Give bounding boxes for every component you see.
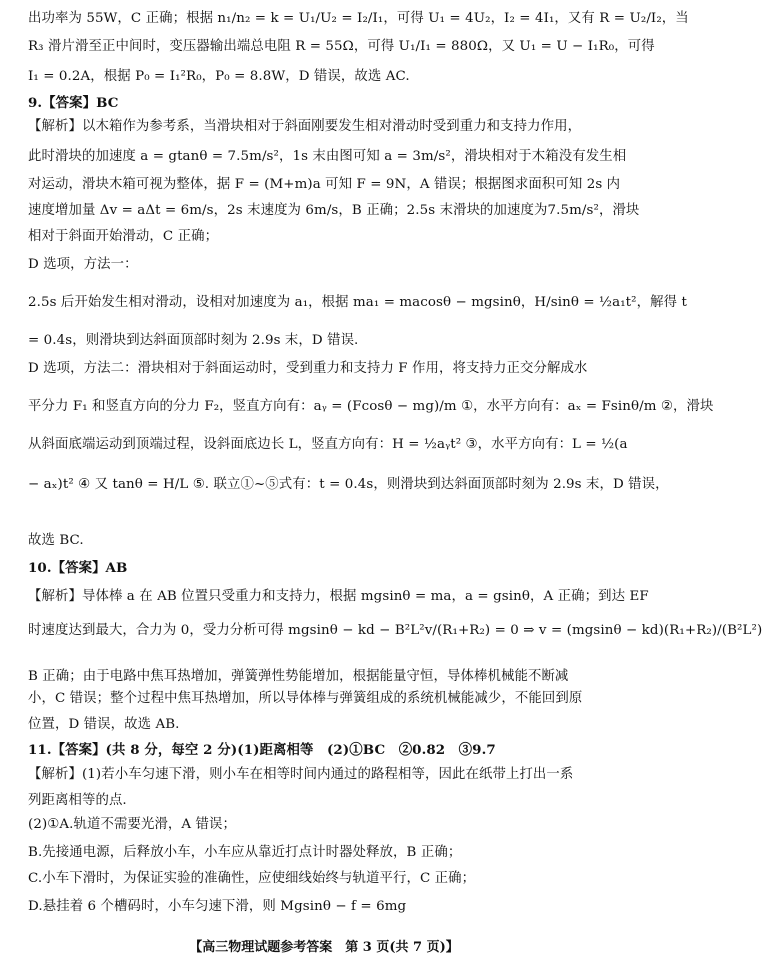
text-line: 【解析】(1)若小车匀速下滑，则小车在相等时间内通过的路程相等，因此在纸带上打出一系	[28, 767, 574, 782]
text-line: 平分力 F₁ 和竖直方向的分力 F₂，竖直方向有：aᵧ = (Fcosθ − mg)/m ①，水平方向有：aₓ = Fsinθ/m ②，滑块	[28, 399, 714, 414]
text-line: 时速度达到最大，合力为 0，受力分析可得 mgsinθ − kd − B²L²v/(R₁+R₂) = 0 ⇒ v = (mgsinθ − kd)(R₁+R₂)/(B²L²)	[28, 623, 762, 638]
text-line: C.小车下滑时，为保证实验的准确性，应使细线始终与轨道平行，C 正确；	[28, 871, 476, 886]
text-line: 对运动，滑块木箱可视为整体，据 F = (M+m)a 可知 F = 9N，A 错误；根据图求面积可知 2s 内	[28, 177, 621, 192]
text-line: 从斜面底端运动到顶端过程，设斜面底边长 L，竖直方向有：H = ½aᵧt² ③，水平方向有：L = ½(a	[28, 437, 628, 452]
text-line: 【解析】导体棒 a 在 AB 位置只受重力和支持力，根据 mgsinθ = ma，a = gsinθ，A 正确；到达 EF	[28, 589, 649, 604]
text-line: B 正确；由于电路中焦耳热增加，弹簧弹性势能增加，根据能量守恒，导体棒机械能不断减	[28, 669, 569, 684]
text-line: 相对于斜面开始滑动，C 正确；	[28, 229, 219, 244]
answer-heading: 10.【答案】AB	[28, 560, 128, 576]
text-line: D.悬挂着 6 个槽码时，小车匀速下滑，则 Mgsinθ − f = 6mg	[28, 899, 407, 914]
text-line: 小，C 错误；整个过程中焦耳热增加，所以导体棒与弹簧组成的系统机械能减少，不能回到原	[28, 691, 583, 706]
text-line: (2)①A.轨道不需要光滑，A 错误；	[28, 817, 237, 832]
text-line: R₃ 滑片滑至正中间时，变压器输出端总电阻 R = 55Ω，可得 U₁/I₁ = 880Ω，又 U₁ = U − I₁R₀，可得	[28, 39, 655, 54]
text-line: I₁ = 0.2A，根据 P₀ = I₁²R₀，P₀ = 8.8W，D 错误，故选 AC.	[28, 69, 410, 84]
text-line: 出功率为 55W，C 正确；根据 n₁/n₂ = k = U₁/U₂ = I₂/I₁，可得 U₁ = 4U₂，I₂ = 4I₁，又有 R = U₂/I₂，当	[28, 11, 689, 26]
answer-heading: 11.【答案】(共 8 分，每空 2 分)(1)距离相等 (2)①BC ②0.82 ③9.7	[28, 742, 496, 758]
text-line: 列距离相等的点.	[28, 793, 127, 808]
text-line: 2.5s 后开始发生相对滑动，设相对加速度为 a₁，根据 ma₁ = macosθ − mgsinθ，H/sinθ = ½a₁t²，解得 t	[28, 295, 687, 310]
text-line: D 选项，方法二：滑块相对于斜面运动时，受到重力和支持力 F 作用，将支持力正交分解成水	[28, 361, 588, 376]
text-line: 速度增加量 Δv = aΔt = 6m/s，2s 末速度为 6m/s，B 正确；2.5s 末滑块的加速度为7.5m/s²，滑块	[28, 203, 640, 218]
page-footer: 【高三物理试题参考答案 第 3 页(共 7 页)】	[189, 940, 459, 955]
text-line: = 0.4s，则滑块到达斜面顶部时刻为 2.9s 末，D 错误.	[28, 333, 359, 348]
text-line: B.先接通电源，后释放小车，小车应从靠近打点计时器处释放，B 正确；	[28, 845, 462, 860]
text-line: 【解析】以木箱作为参考系，当滑块相对于斜面刚要发生相对滑动时受到重力和支持力作用，	[28, 119, 582, 134]
answer-heading: 9.【答案】BC	[28, 95, 119, 111]
text-line: 此时滑块的加速度 a = gtanθ = 7.5m/s²，1s 末由图可知 a = 3m/s²，滑块相对于木箱没有发生相	[28, 149, 627, 164]
text-line: D 选项，方法一：	[28, 257, 138, 272]
text-line: − aₓ)t² ④ 又 tanθ = H/L ⑤. 联立①~⑤式有：t = 0.4s，则滑块到达斜面顶部时刻为 2.9s 末，D 错误，	[28, 477, 669, 492]
text-line: 位置，D 错误，故选 AB.	[28, 717, 180, 732]
text-line: 故选 BC.	[28, 533, 84, 548]
